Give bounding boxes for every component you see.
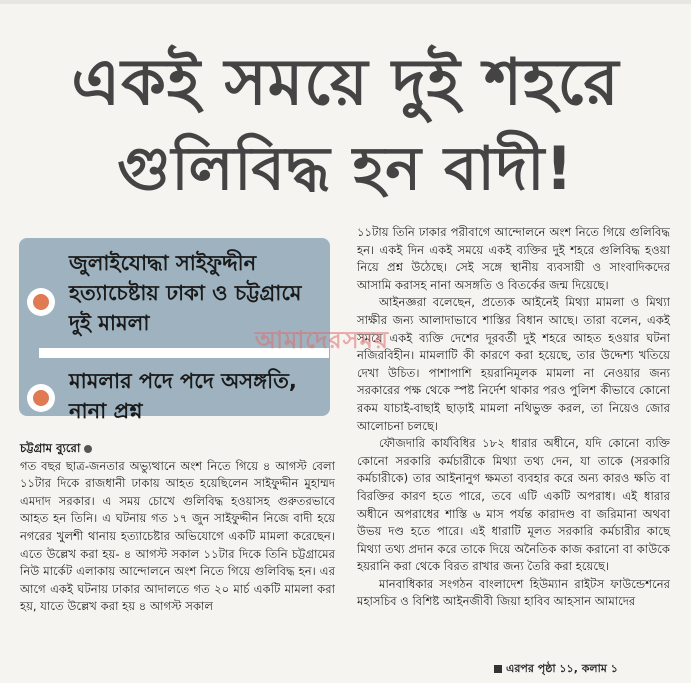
- bullet-icon: [27, 288, 55, 316]
- top-border: [0, 0, 691, 4]
- right-column: [357, 224, 670, 611]
- watermark: আমাদেরসময়: [255, 326, 390, 354]
- left-paragraph: গত বছর ছাত্র-জনতার অভ্যুত্থানে অংশ নিতে গিয়ে ৪ আগস্ট বেলা ১১টার দিকে রাজধানী ঢাকায় আহত হয়েছিলেন সাইফুদ্দীন মুহাম্মদ এমদাদ সরকার। এ সময় চোখে গুলিবিদ্ধ হওয়াসহ গুরুতরভাবে আহত হন তিনি। এ ঘটনায় গত ১৭ জুন সাইফুদ্দীন নিজে বাদী হয়ে নগরের খুলশী থানায় হত্যাচেষ্টার অভিযোগে একটি মামলা করেছেন। এতে উল্লেখ করা হয়- ৪ আগস্ট সকাল ১১টার দিকে তিনি চট্টগ্রামের নিউ মার্কেট এলাকায় আন্দোলনে অংশ নিতে গিয়ে গুলিবিদ্ধ হন। এর আগে একই ঘটনায় ঢাকার আদালতে গত ২০ মার্চ একটি মামলা করা হয়, যাতে উল্লেখ করা হয় ৪ আগস্ট সকাল: [20, 458, 335, 614]
- right-paragraph: আইনজ্ঞরা বলেছেন, প্রত্যেক আইনেই মিথ্যা মামলা ও মিথ্যা সাক্ষীর জন্য আলাদাভাবে শাস্তির বিধান আছে। তারা বলেন, একই সময়ে একই ব্যক্তি দেশের দূরবর্তী দুই শহরে আহত হওয়ার ঘটনা নজিরবিহীন। মামলাটি কী কারণে করা হয়েছে, তার উদ্দেশ্য খতিয়ে দেখা উচিত। পাশাপাশি হয়রানিমূলক মামলা না নেওয়ার জন্য সরকারের পক্ষ থেকে স্পষ্ট নির্দেশ থাকার পরও পুলিশ কীভাবে কোনো রকম যাচাই-বাছাই ছাড়াই মামলা নথিভুক্ত করল, তা নিয়েও জোর আলোচনা চলছে।: [357, 295, 670, 433]
- right-paragraph: ১১টায় তিনি ঢাকার পরীবাগে আন্দোলনে অংশ নিতে গিয়ে গুলিবিদ্ধ হন। একই দিন একই সময়ে একই ব্যক্তির দুই শহরে গুলিবিদ্ধ হওয়া নিয়ে প্রশ্ন উঠেছে। সেই সঙ্গে স্থানীয় ব্যবসায়ী ও সাংবাদিকদের আসামি করাসহ নানা অসঙ্গতি ও বিতর্কের জন্ম দিয়েছে।: [357, 225, 670, 292]
- continuation-note: [494, 660, 618, 679]
- byline: চট্টগ্রাম ব্যুরো: [20, 441, 81, 455]
- highlight-text-1: জুলাইযোদ্ধা সাইফুদ্দীন হত্যাচেষ্টায় ঢাকা ও চট্টগ্রামে দুই মামলা: [69, 251, 302, 335]
- headline-line-2: গুলিবিদ্ধ হন বাদী!: [117, 134, 574, 204]
- right-paragraph: ফৌজদারি কার্যবিধির ১৮২ ধারার অধীনে, যদি কোনো ব্যক্তি কোনো সরকারি কর্মচারীকে মিথ্যা তথ্য দেন, যা তাকে (সরকারি কর্মচারীকে) তার আইনানুগ ক্ষমতা ব্যবহার করে অন্য কারও ক্ষতি বা বিরক্তির কারণ হতে পারে, তবে এটি একটি অপরাধ। এই ধারার অধীনে অপরাধের শাস্তি ৬ মাস পর্যন্ত কারাদণ্ড বা জরিমানা অথবা উভয় দণ্ড হতে পারে। এই ধারাটি মূলত সরকারি কর্মচারীর কাছে মিথ্যা তথ্য প্রদান করে তাকে দিয়ে অনৈতিক কাজ করানো বা কাউকে হয়রানি করা থেকে বিরত রাখার জন্য তৈরি করা হয়েছে।: [357, 436, 670, 574]
- headline-line-1: একই সময়ে দুই শহরে: [71, 46, 620, 120]
- continuation-text: এরপর পৃষ্ঠা ১১, কলাম ১: [506, 662, 618, 675]
- byline-line: [20, 440, 335, 458]
- headline: [0, 40, 691, 212]
- square-bullet-icon: [494, 665, 502, 673]
- bullet-dot-icon: [84, 445, 92, 453]
- left-column: [20, 440, 335, 616]
- right-paragraph: মানবাধিকার সংগঠন বাংলাদেশ হিউম্যান রাইটস ফাউন্ডেশনের মহাসচিব ও বিশিষ্ট আইনজীবী জিয়া হাবিব আহসান আমাদের: [357, 576, 670, 609]
- bullet-icon: [27, 384, 55, 412]
- highlight-text-2: মামলার পদে পদে অসঙ্গতি, নানা প্রশ্ন: [69, 369, 297, 423]
